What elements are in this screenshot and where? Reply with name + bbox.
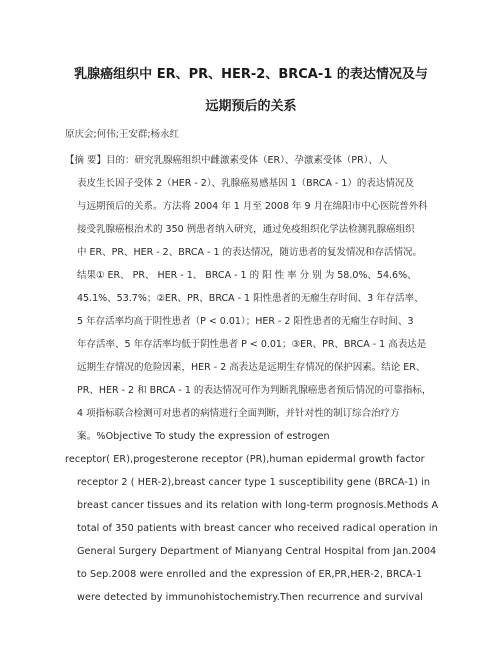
abstract-line: 远期生存情况的危险因素，HER - 2 高表达是远期生存情况的保护因素。结论 ER、 bbox=[77, 362, 426, 373]
abstract-line: 年存活率、5 年存活率均低于阴性患者 P < 0.01；③ER、PR、BRCA - 1 高表达是 bbox=[77, 339, 427, 350]
authors: 原庆会;何伟;王安群;杨永红 bbox=[65, 129, 180, 140]
title-line-1: 乳腺癌组织中 ER、PR、HER-2、BRCA-1 的表达情况及与 bbox=[74, 67, 428, 82]
abstract-line: 与远期预后的关系。方法将 2004 年 1 月至 2008 年 9 月在绵阳市中心医院普外科 bbox=[77, 201, 428, 212]
abstract-line: receptor( ER),progesterone receptor (PR),human epidermal growth factor bbox=[65, 454, 425, 465]
title-line-2: 远期预后的关系 bbox=[205, 99, 297, 114]
abstract-line: receptor 2 ( HER-2),breast cancer type 1 susceptibility gene (BRCA-1) in bbox=[77, 477, 431, 488]
abstract-line: 4 项指标联合检测可对患者的病情进行全面判断，并针对性的制订综合治疗方 bbox=[77, 408, 400, 419]
abstract-line: 中 ER、PR、HER - 2、BRCA - 1 的表达情况，随访患者的复发情况和存活情况。 bbox=[77, 247, 423, 258]
abstract-line: PR、HER - 2 和 BRCA - 1 的表达情况可作为判断乳腺癌患者预后情况的可靠指标， bbox=[77, 385, 432, 396]
abstract-line: total of 350 patients with breast cancer who received radical operation in bbox=[77, 523, 438, 534]
abstract-line: 表皮生长因子受体 2（HER - 2）、乳腺癌易感基因 1（BRCA - 1）的表达情况及 bbox=[77, 178, 414, 189]
abstract-line: 45.1%、53.7%；②ER、PR、BRCA - 1 阳性患者的无瘤生存时间、3 年存活率、 bbox=[77, 293, 424, 304]
abstract-line: 5 年存活率均高于阴性患者（P < 0.01）；HER - 2 阳性患者的无瘤生存时间、3 bbox=[77, 316, 414, 327]
abstract-line: 案。%Objective To study the expression of estrogen bbox=[77, 431, 330, 442]
abstract-line: to Sep.2008 were enrolled and the expression of ER,PR,HER-2, BRCA-1 bbox=[77, 569, 423, 580]
abstract-line: 接受乳腺癌根治术的 350 例患者纳入研究，通过免疫组织化学法检测乳腺癌组织 bbox=[77, 224, 415, 235]
abstract-line: breast cancer tissues and its relation with long-term prognosis.Methods A bbox=[77, 500, 439, 511]
abstract-line: 结果① ER、 PR、 HER - 1、 BRCA - 1 的 阳 性 率 分 别 为 58.0%、54.6%、 bbox=[77, 270, 417, 281]
abstract-line: 【摘 要】目的：研究乳腺癌组织中雌激素受体（ER）、孕激素受体（PR）、人 bbox=[65, 155, 388, 166]
abstract-line: General Surgery Department of Mianyang Central Hospital from Jan.2004 bbox=[77, 546, 437, 557]
abstract-line: were detected by immunohistochemistry.Then recurrence and survival bbox=[77, 592, 424, 603]
